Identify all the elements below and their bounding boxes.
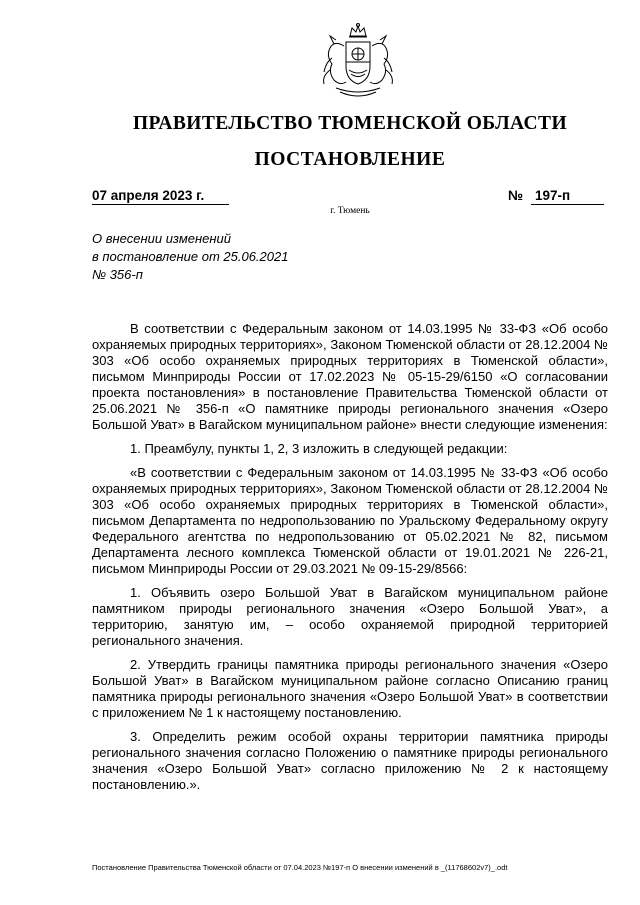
document-number bbox=[531, 188, 604, 205]
document-type: ПОСТАНОВЛЕНИЕ bbox=[254, 149, 446, 170]
number-label: № bbox=[508, 188, 524, 203]
paragraph-item-1: 1. Преамбулу, пункты 1, 2, 3 изложить в следующей редакции: bbox=[130, 441, 508, 456]
subject-line-1: О внесении изменений bbox=[92, 231, 231, 246]
coat-of-arms-icon bbox=[316, 22, 400, 102]
paragraph-point-2: 2. Утвердить границы памятника природы регионального значения «Озеро Большой Уват» в Вагайском муниципальном районе согласно Описанию границ памятника природы регионального значения «Озеро Большой Уват» в соответствии с приложением № 1 к настоящему постановлению. bbox=[92, 657, 608, 720]
paragraph-point-1: 1. Объявить озеро Большой Уват в Вагайском муниципальном районе памятником природы регионального значения «Озеро Большой Уват», а территорию, занятую им, – особо охраняемой природной территорией регионального значения. bbox=[92, 585, 608, 648]
subject-line-3: № 356-п bbox=[92, 267, 143, 282]
document-subject bbox=[92, 230, 288, 284]
government-title: ПРАВИТЕЛЬСТВО ТЮМЕНСКОЙ ОБЛАСТИ bbox=[132, 113, 568, 134]
document-number-value: 197-п bbox=[535, 188, 571, 203]
paragraph-new-preamble: «В соответствии с Федеральным законом от 14.03.1995 № 33-ФЗ «Об особо охраняемых природных территориях», Законом Тюменской области от 28.12.2004 № 303 «Об особо охраняемых природных территориях в Тюменской области», письмом Департамента по недропользованию по Уральскому Федеральному округу Федерального агентства по недропользованию от 05.02.2021 № 82, письмом Департамента лесного комплекса Тюменской области от 19.01.2021 № 226-21, письмом Минприроды России от 29.03.2021 № 09-15-29/8566: bbox=[92, 465, 608, 576]
paragraph-point-3: 3. Определить режим особой охраны территории памятника природы регионального значения согласно Положению о памятнике природы регионального значения «Озеро Большой Уват» согласно приложению № 2 к настоящему постановлению.». bbox=[92, 729, 608, 792]
subject-line-2: в постановление от 25.06.2021 bbox=[92, 249, 289, 264]
document-date: 07 апреля 2023 г. bbox=[92, 188, 229, 205]
footer-filename: Постановление Правительства Тюменской области от 07.04.2023 №197-п О внесении изменений в _(11768602v7)_.odt bbox=[92, 863, 508, 872]
paragraph-preamble: В соответствии с Федеральным законом от 14.03.1995 № 33-ФЗ «Об особо охраняемых природных территориях», Законом Тюменской области от 28.12.2004 № 303 «Об особо охраняемых природных территориях в Тюменской области», письмом Минприроды России от 17.02.2023 № 05-15-29/6150 «О согласовании проекта постановления» в постановление Правительства Тюменской области от 25.06.2021 № 356-п «О памятнике природы регионального значения «Озеро Большой Уват» в Вагайском муниципальном районе» внести следующие изменения: bbox=[92, 321, 608, 432]
city: г. Тюмень bbox=[330, 206, 370, 216]
document-body bbox=[92, 321, 608, 801]
